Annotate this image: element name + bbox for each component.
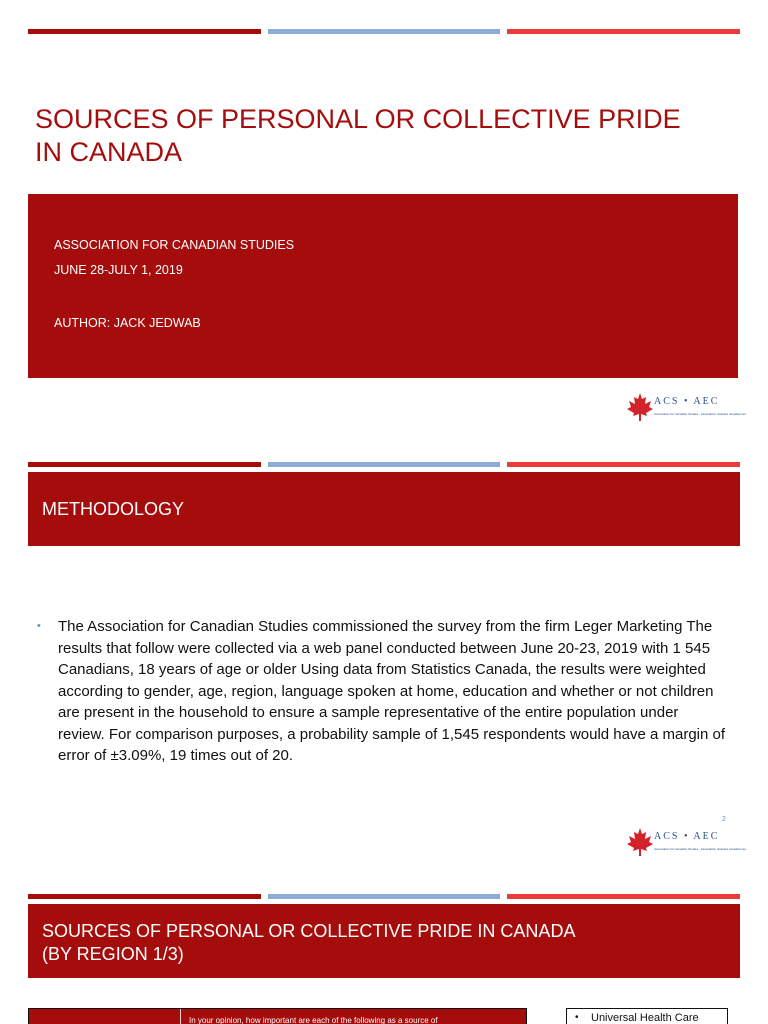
acs-aec-logo [626,392,746,426]
logo-text: ACS • AEC [654,831,720,842]
maple-leaf-icon [626,392,654,422]
top-stripe-maroon [28,29,261,34]
question-header: In your opinion, how important are each of the following as a source of [189,1016,438,1024]
author-name: AUTHOR: JACK JEDWAB [54,316,201,330]
stripe-maroon [28,894,261,899]
title-slide [0,0,768,450]
region-header-band [28,904,740,978]
survey-dates: JUNE 28-JULY 1, 2019 [54,263,183,277]
bullet-marker: • [37,620,41,632]
table-column-divider [180,1009,181,1024]
stripe-blue [268,462,500,467]
logo-subtext: Association for Canadian Studies · Association d'études canadiennes [654,412,746,416]
acs-aec-logo [626,827,746,861]
region-heading-line1: SOURCES OF PERSONAL OR COLLECTIVE PRIDE IN CANADA [42,921,576,941]
stripe-red [507,462,740,467]
page-number: 2 [722,816,726,823]
list-item: Universal Health Care [591,1012,699,1024]
organization-name: ASSOCIATION FOR CANADIAN STUDIES [54,238,295,252]
stripe-red [507,894,740,899]
methodology-paragraph: The Association for Canadian Studies commissioned the survey from the firm Leger Marketing The results that follow were collected via a web panel conducted between June 20-23, 2019 with 1 545 Canadians, 18 years of age or older Using data from Statistics Canada, the results were weighted according to gender, age, region, language spoken at home, education and whether or not children are present in the household to ensure a sample representative of the entire population under review. For comparison purposes, a probability sample of 1,545 respondents would have a margin of error of ±3.09%, 19 times out of 20. [58,618,726,764]
data-table [28,1008,527,1024]
title-slide-subtitle-box [28,194,738,378]
region-heading-line2: (BY REGION 1/3) [42,944,184,964]
list-bullet: • [575,1012,579,1023]
stripe-maroon [28,462,261,467]
logo-subtext: Association for Canadian Studies · Association d'études canadiennes [654,847,746,851]
top-stripe-blue [268,29,500,34]
methodology-slide [0,452,768,882]
region-slide [0,884,768,1024]
methodology-header-band [28,472,740,546]
methodology-heading: METHODOLOGY [42,499,185,519]
health-care-list-box [566,1008,728,1024]
stripe-blue [268,894,500,899]
maple-leaf-icon [626,827,654,857]
title-slide-title: SOURCES OF PERSONAL OR COLLECTIVE PRIDE IN CANADA [35,104,681,167]
top-stripe-red [507,29,740,34]
logo-text: ACS • AEC [654,396,720,407]
